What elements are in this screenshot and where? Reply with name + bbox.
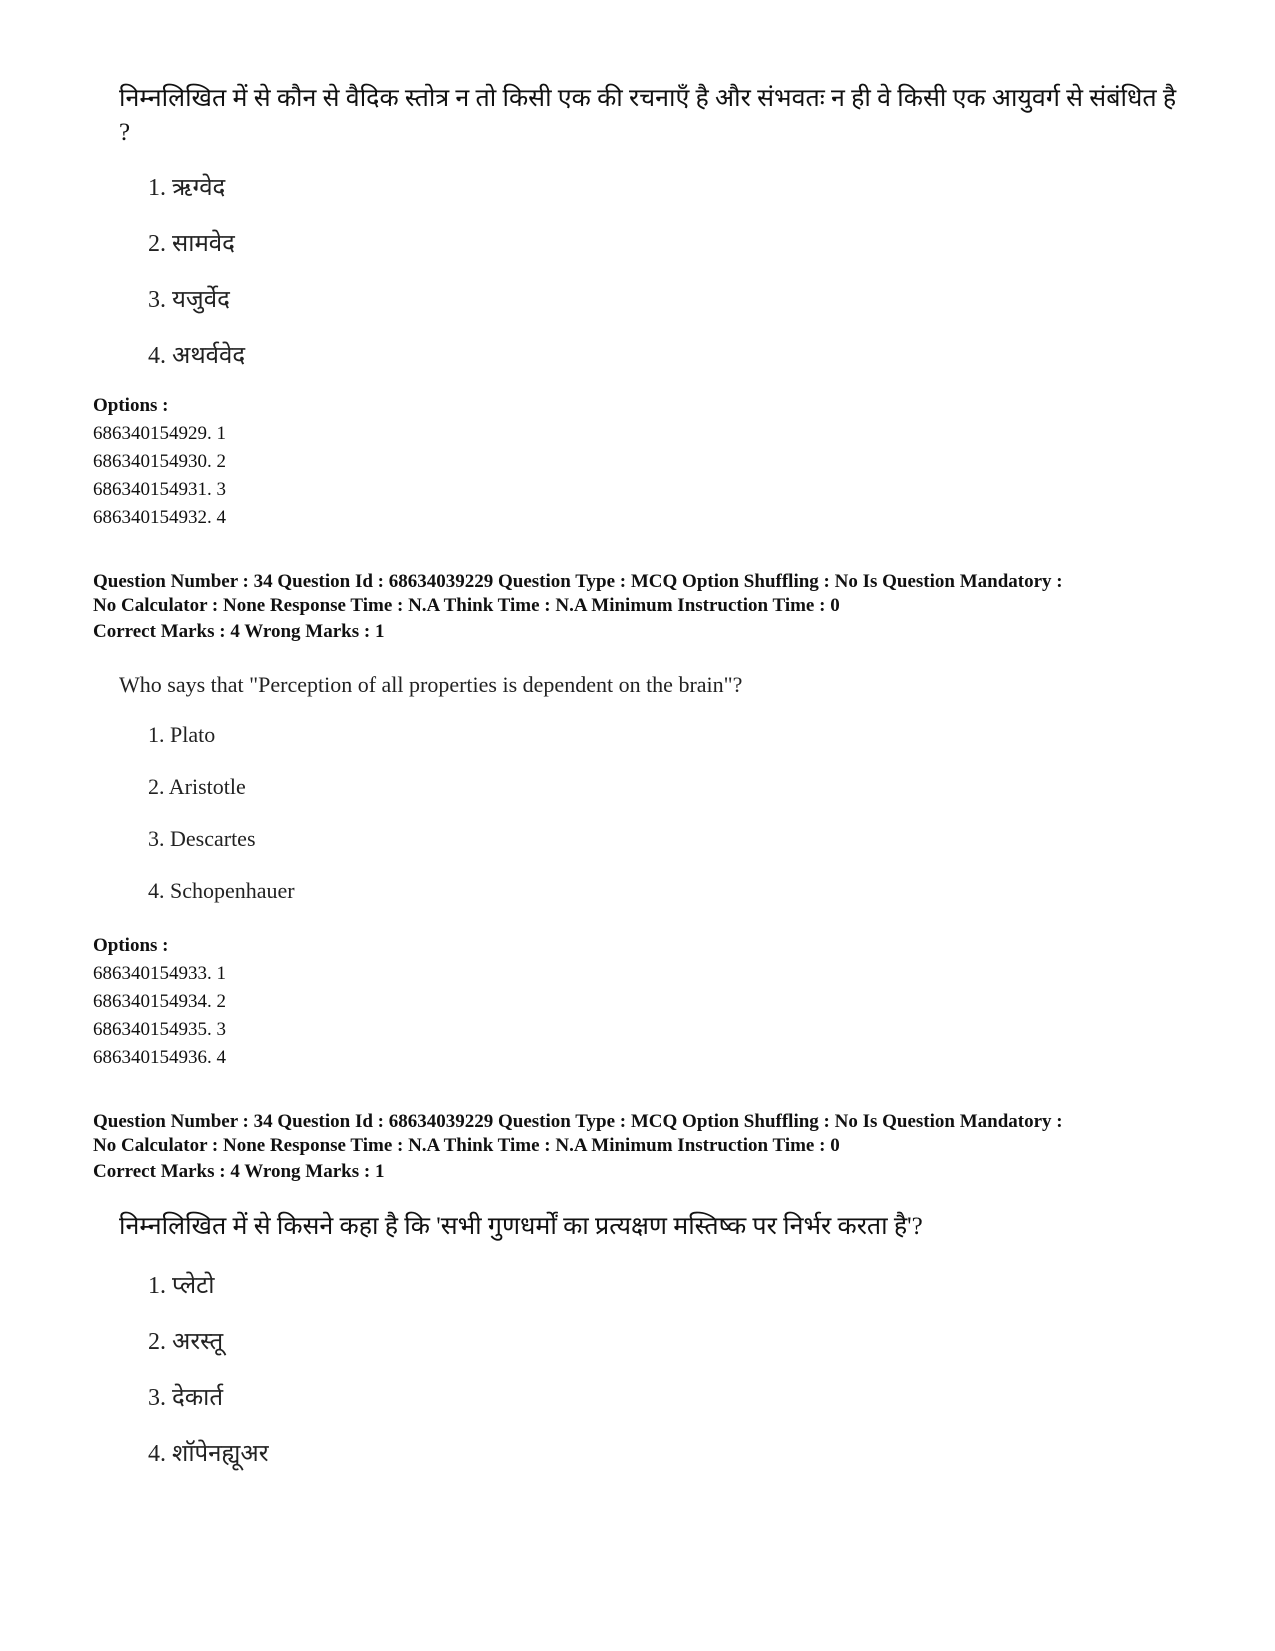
question-meta-line-2: No Calculator : None Response Time : N.A Think Time : N.A Minimum Instruction Time : 0: [93, 595, 840, 616]
option-id: 686340154936. 4: [93, 1047, 226, 1068]
choice-2: 2. अरस्तू: [148, 1329, 224, 1355]
option-id: 686340154931. 3: [93, 479, 226, 500]
option-id: 686340154930. 2: [93, 451, 226, 472]
question-text: निम्नलिखित में से किसने कहा है कि 'सभी गुणधर्मों का प्रत्यक्षण मस्तिष्क पर निर्भर करता है'?: [119, 1213, 923, 1240]
question-text: Who says that "Perception of all properties is dependent on the brain"?: [119, 672, 743, 697]
choice-1: 1. Plato: [148, 722, 216, 747]
choice-2: 2. सामवेद: [148, 231, 235, 257]
option-id: 686340154932. 4: [93, 507, 226, 528]
choice-4: 4. शॉपेनह्यूअर: [148, 1441, 269, 1467]
marks-line: Correct Marks : 4 Wrong Marks : 1: [93, 1161, 385, 1182]
option-id: 686340154935. 3: [93, 1019, 226, 1040]
option-id: 686340154929. 1: [93, 423, 226, 444]
choice-2: 2. Aristotle: [148, 774, 246, 799]
question-meta-line-2: No Calculator : None Response Time : N.A Think Time : N.A Minimum Instruction Time : 0: [93, 1135, 840, 1156]
option-id: 686340154934. 2: [93, 991, 226, 1012]
question-meta: [93, 1110, 1213, 1158]
options-label: Options :: [93, 395, 169, 416]
choice-1: 1. प्लेटो: [148, 1273, 215, 1299]
question-meta-line-1: Question Number : 34 Question Id : 68634039229 Question Type : MCQ Option Shuffling : No Is Question Mandatory :: [93, 1111, 1063, 1132]
marks-line: Correct Marks : 4 Wrong Marks : 1: [93, 621, 385, 642]
choice-3: 3. देकार्त: [148, 1385, 224, 1411]
choice-3: 3. Descartes: [148, 826, 256, 851]
options-label: Options :: [93, 935, 169, 956]
question-meta: [93, 570, 1213, 618]
choice-4: 4. अथर्ववेद: [148, 343, 246, 369]
question-text: निम्नलिखित में से कौन से वैदिक स्तोत्र न तो किसी एक की रचनाएँ है और संभवतः न ही वे किसी एक आयुवर्ग से संबंधित है ?: [119, 85, 1177, 146]
choice-3: 3. यजुर्वेद: [148, 287, 230, 313]
choice-1: 1. ऋग्वेद: [148, 175, 226, 201]
question-meta-line-1: Question Number : 34 Question Id : 68634039229 Question Type : MCQ Option Shuffling : No Is Question Mandatory :: [93, 571, 1063, 592]
choice-4: 4. Schopenhauer: [148, 878, 295, 903]
option-id: 686340154933. 1: [93, 963, 226, 984]
